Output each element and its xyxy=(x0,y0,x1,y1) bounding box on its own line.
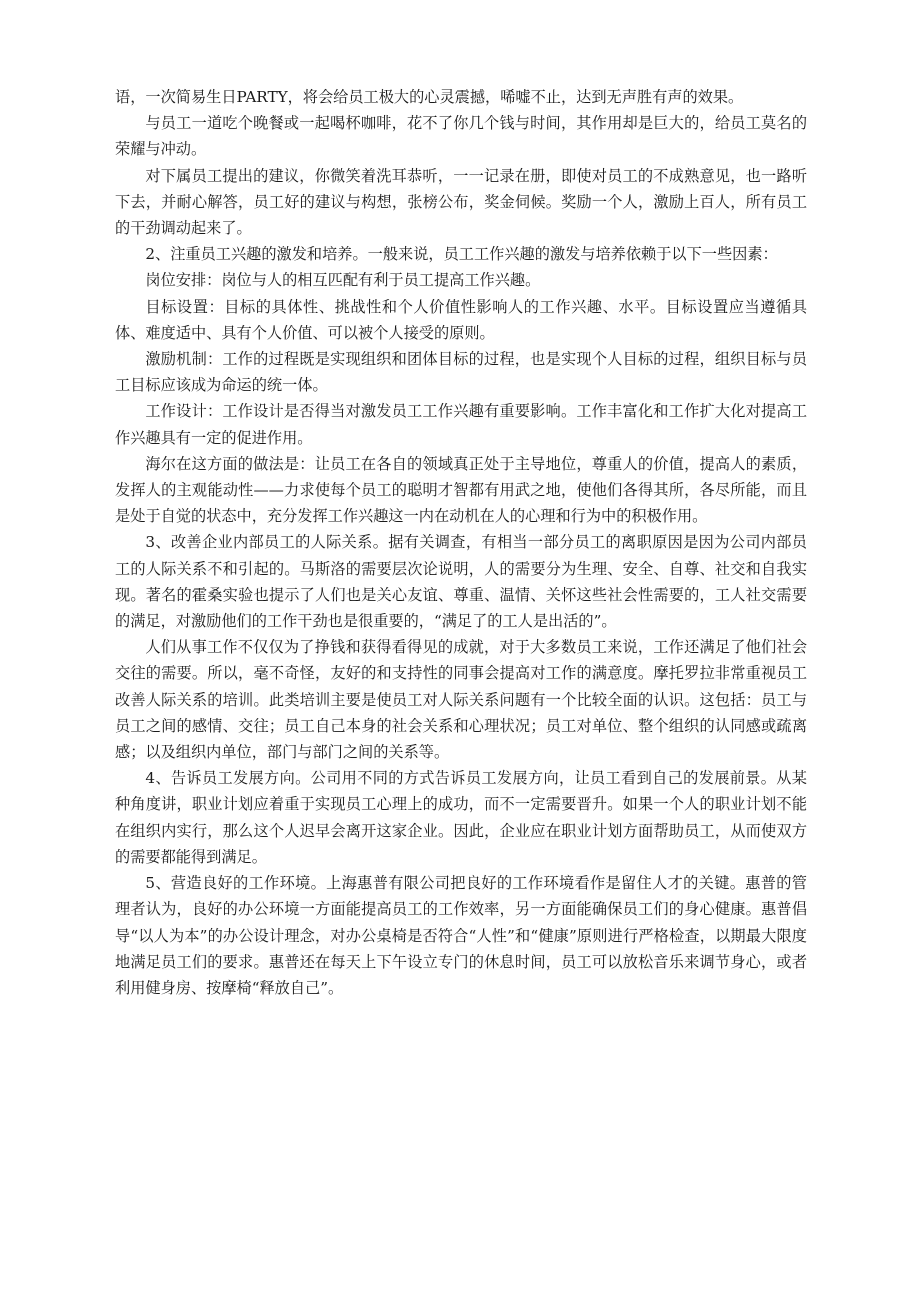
paragraph-1: 语，一次简易生日PARTY，将会给员工极大的心灵震撼，唏嘘不止，达到无声胜有声的效果。 xyxy=(115,88,744,106)
paragraph-3: 对下属员工提出的建议，你微笑着洗耳恭听，一一记录在册，即使对员工的不成熟意见，也一路听下去，并耐心解答，员工好的建议与构想，张榜公布，奖金伺候。奖励一个人，激励上百人，所有员工的干劲调动起来了。 xyxy=(115,166,807,238)
paragraph-7: 激励机制：工作的过程既是实现组织和团体目标的过程，也是实现个人目标的过程，组织目标与员工目标应该成为命运的统一体。 xyxy=(115,350,807,395)
paragraph-6: 目标设置：目标的具体性、挑战性和个人价值性影响人的工作兴趣、水平。目标设置应当遵循具体、难度适中、具有个人价值、可以被个人接受的原则。 xyxy=(115,297,807,342)
paragraph-2: 与员工一道吃个晚餐或一起喝杯咖啡，花不了你几个钱与时间，其作用却是巨大的，给员工莫名的荣耀与冲动。 xyxy=(115,114,807,159)
paragraph-12: 4、告诉员工发展方向。公司用不同的方式告诉员工发展方向，让员工看到自己的发展前景。从某种角度讲，职业计划应着重于实现员工心理上的成功，而不一定需要晋升。如果一个人的职业计划不能在组织内实行，那么这个人迟早会离开这家企业。因此，企业应在职业计划方面帮助员工，从而使双方的需要都能得到满足。 xyxy=(115,769,807,866)
paragraph-8: 工作设计：工作设计是否得当对激发员工工作兴趣有重要影响。工作丰富化和工作扩大化对提高工作兴趣具有一定的促进作用。 xyxy=(115,402,807,447)
document-body xyxy=(115,84,807,1001)
paragraph-13: 5、营造良好的工作环境。上海惠普有限公司把良好的工作环境看作是留住人才的关键。惠普的管理者认为，良好的办公环境一方面能提高员工的工作效率，另一方面能确保员工们的身心健康。惠普倡导“以人为本”的办公设计理念，对办公桌椅是否符合“人性”和“健康”原则进行严格检查，以期最大限度地满足员工们的要求。惠普还在每天上下午设立专门的休息时间，员工可以放松音乐来调节身心，或者利用健身房、按摩椅“释放自己”。 xyxy=(115,874,807,997)
paragraph-9: 海尔在这方面的做法是：让员工在各自的领域真正处于主导地位，尊重人的价值，提高人的素质，发挥人的主观能动性——力求使每个员工的聪明才智都有用武之地，使他们各得其所，各尽所能，而且是处于自觉的状态中，充分发挥工作兴趣这一内在动机在人的心理和行为中的积极作用。 xyxy=(115,454,807,526)
paragraph-4: 2、注重员工兴趣的激发和培养。一般来说，员工工作兴趣的激发与培养依赖于以下一些因素： xyxy=(145,245,778,264)
paragraph-5: 岗位安排：岗位与人的相互匹配有利于员工提高工作兴趣。 xyxy=(145,271,541,290)
paragraph-11: 人们从事工作不仅仅为了挣钱和获得看得见的成就，对于大多数员工来说，工作还满足了他们社会交往的需要。所以，毫不奇怪，友好的和支持性的同事会提高对工作的满意度。摩托罗拉非常重视员工改善人际关系的培训。此类培训主要是使员工对人际关系问题有一个比较全面的认识。这包括：员工与员工之间的感情、交往；员工自己本身的社会关系和心理状况；员工对单位、整个组织的认同感或疏离感；以及组织内单位，部门与部门之间的关系等。 xyxy=(115,638,807,762)
paragraph-10: 3、改善企业内部员工的人际关系。据有关调查，有相当一部分员工的离职原因是因为公司内部员工的人际关系不和引起的。马斯洛的需要层次论说明，人的需要分为生理、安全、自尊、社交和自我实现。著名的霍桑实验也提示了人们也是关心友谊、尊重、温情、关怀这些社会性需要的，工人社交需要的满足，对激励他们的工作干劲也是很重要的，“满足了的工人是出活的”。 xyxy=(115,533,807,631)
